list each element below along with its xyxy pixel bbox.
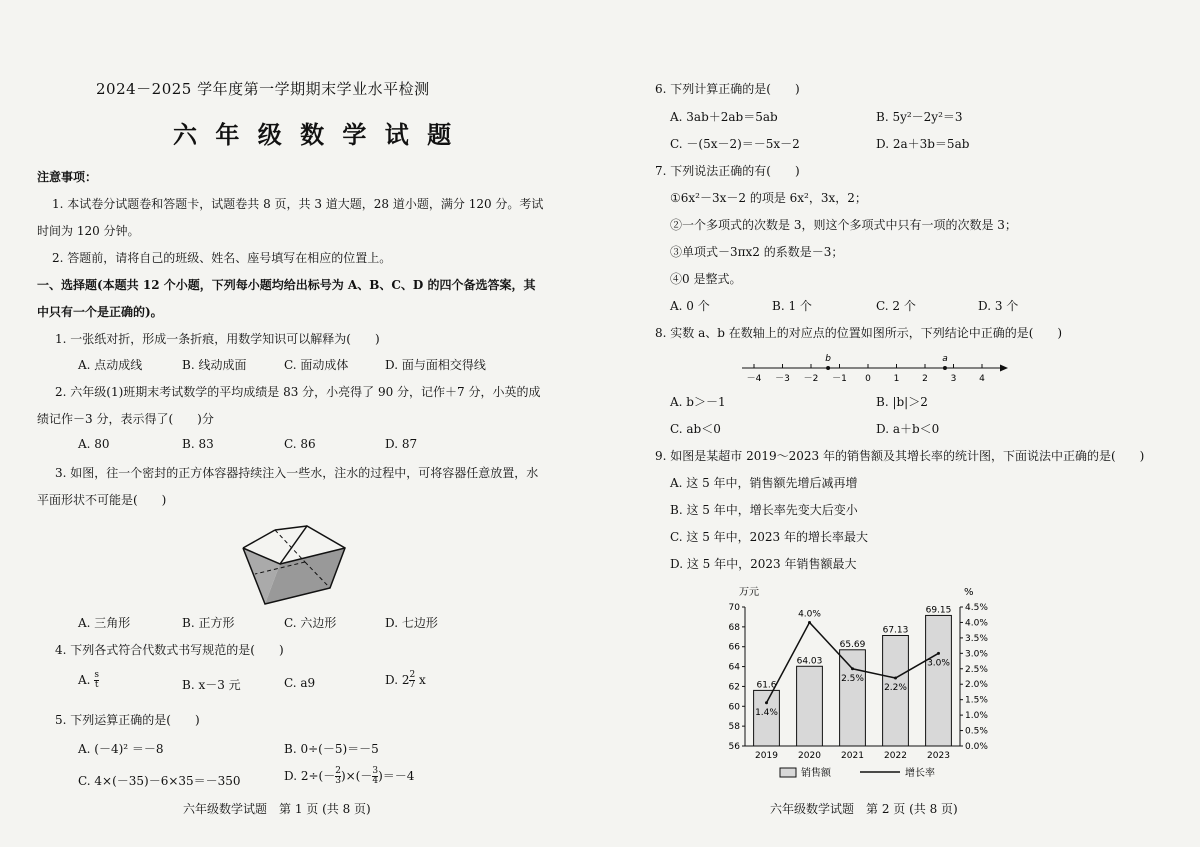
left-axis-tick-label: 68 (728, 622, 740, 633)
bar-sales (840, 650, 866, 746)
growth-rate-label: 1.4% (755, 707, 778, 718)
left-axis-tick-label: 62 (728, 682, 740, 693)
q6-option-a: A. 3ab＋2ab＝5ab (670, 110, 778, 124)
point-b-label: b (825, 354, 831, 364)
q5-option-c: C. 4×(－35)－6×35＝－350 (78, 774, 241, 788)
question-1: 1. 一张纸对折，形成一条折痕，用数学知识可以解释为( ) (55, 332, 380, 346)
number-line-tick-label: －2 (803, 374, 819, 384)
question-2b: 绩记作－3 分，表示得了( )分 (37, 412, 214, 426)
q9-option-c: C. 这 5 年中，2023 年的增长率最大 (670, 530, 869, 544)
left-axis-tick-label: 64 (728, 662, 740, 673)
x-tick-label: 2022 (884, 751, 907, 761)
right-axis-tick-label: 1.0% (965, 711, 988, 722)
q1-option-b: B. 线动成面 (182, 358, 247, 372)
growth-rate-label: 2.5% (841, 673, 864, 684)
q7-option-d: D. 3 个 (978, 299, 1019, 313)
legend-bar-label: 销售额 (801, 768, 831, 779)
question-4: 4. 下列各式符合代数式书写规范的是( ) (55, 643, 284, 657)
bar-value-label: 67.13 (882, 625, 909, 636)
q7-option-a: A. 0 个 (670, 299, 710, 313)
q7-statement-1: ①6x²－3x－2 的项是 6x²，3x，2； (670, 191, 867, 205)
q3-option-b: B. 正方形 (182, 616, 235, 630)
x-tick-label: 2021 (841, 751, 864, 761)
q1-option-d: D. 面与面相交得线 (385, 358, 486, 372)
notice-heading: 注意事项： (37, 170, 98, 184)
section-1-heading-b: 中只有一个是正确的)。 (37, 305, 163, 319)
bar-value-label: 64.03 (796, 656, 823, 667)
legend-bar-swatch (780, 768, 796, 777)
q4-option-a: A. $\frac{s}{t}$ (78, 670, 99, 690)
q8-option-c: C. ab＜0 (670, 422, 721, 436)
question-9: 9. 如图是某超市 2019～2023 年的销售额及其增长率的统计图，下面说法中正确的是( ) (655, 449, 1145, 463)
question-3b: 平面形状不可能是( ) (37, 493, 167, 507)
right-axis-tick-label: 2.0% (965, 680, 988, 691)
number-line-tick-label: －1 (832, 374, 847, 384)
growth-rate-point (851, 667, 854, 670)
page-footer-1: 六年级数学试题 第 1 页 (共 8 页) (183, 802, 371, 816)
number-line-tick-label: 3 (950, 374, 957, 384)
right-axis-tick-label: 4.5% (965, 603, 988, 613)
number-line-tick-label: －4 (746, 374, 762, 384)
q8-option-a: A. b＞－1 (670, 395, 726, 409)
right-axis-tick-label: 3.5% (965, 633, 988, 644)
notice-2: 2. 答题前，请将自己的班级、姓名、座号填写在相应的位置上。 (52, 251, 392, 265)
point-a (943, 366, 947, 370)
right-axis-tick-label: 0.0% (965, 742, 988, 752)
right-axis-tick-label: 4.0% (965, 618, 988, 629)
q7-statement-3: ③单项式－3πx2 的系数是－3； (670, 245, 844, 259)
q3-option-d: D. 七边形 (385, 616, 438, 630)
left-axis-tick-label: 66 (728, 642, 740, 653)
q2-option-c: C. 86 (284, 437, 316, 451)
question-8: 8. 实数 a、b 在数轴上的对应点的位置如图所示，下列结论中正确的是( ) (655, 326, 1063, 340)
q7-statement-2: ②一个多项式的次数是 3，则这个多项式中只有一项的次数是 3； (670, 218, 1017, 232)
q5-option-b: B. 0÷(－5)＝－5 (284, 742, 379, 756)
number-line-tick-label: 0 (865, 374, 871, 384)
growth-rate-label: 2.2% (884, 683, 907, 694)
right-axis-tick-label: 0.5% (965, 726, 988, 737)
left-axis-unit: 万元 (739, 587, 759, 598)
growth-rate-point (808, 621, 811, 624)
number-line-tick-label: 2 (922, 374, 928, 384)
q9-option-b: B. 这 5 年中，增长率先变大后变小 (670, 503, 858, 517)
bar-sales (797, 666, 823, 746)
number-line-tick-label: －3 (775, 374, 790, 384)
q4-option-b: B. x－3 元 (182, 678, 241, 692)
bar-value-label: 69.15 (925, 605, 952, 616)
number-line-tick-label: 1 (893, 374, 900, 384)
right-axis-tick-label: 3.0% (965, 649, 988, 660)
q7-option-b: B. 1 个 (772, 299, 812, 313)
x-tick-label: 2019 (755, 751, 778, 761)
growth-rate-point (894, 677, 897, 680)
q7-statement-4: ④0 是整式。 (670, 272, 742, 286)
point-a-label: a (942, 354, 948, 364)
question-2a: 2. 六年级(1)班期末考试数学的平均成绩是 83 分，小亮得了 90 分，记作＋7 分，小英的成 (55, 385, 541, 399)
exam-subtitle: 六 年 级 数 学 试 题 (173, 120, 457, 149)
cube-water-figure (235, 518, 365, 610)
x-tick-label: 2023 (927, 751, 950, 761)
bar-value-label: 65.69 (839, 639, 866, 650)
q2-option-a: A. 80 (78, 437, 110, 451)
q2-option-b: B. 83 (182, 437, 214, 451)
q8-option-d: D. a＋b＜0 (876, 422, 940, 436)
q5-option-d: D. 2÷(－ $\frac{2}{3}$ )×(－ $\frac{3}{4}$ )＝－4 (284, 766, 415, 786)
notice-1a: 1. 本试卷分试题卷和答题卡，试题卷共 8 页，共 3 道大题，28 道小题，满分 120 分。考试 (52, 197, 544, 211)
q6-option-d: D. 2a＋3b＝5ab (876, 137, 970, 151)
left-axis-tick-label: 60 (728, 702, 740, 713)
q3-option-a: A. 三角形 (78, 616, 131, 630)
number-line (740, 348, 1010, 384)
number-line-tick-label: 4 (979, 374, 985, 384)
q1-option-c: C. 面动成体 (284, 358, 349, 372)
growth-rate-label: 3.0% (927, 658, 950, 669)
point-b (826, 366, 830, 370)
growth-rate-point (765, 701, 768, 704)
q7-option-c: C. 2 个 (876, 299, 916, 313)
number-line-arrow (1000, 365, 1008, 372)
left-axis-tick-label: 70 (728, 603, 740, 613)
q2-option-d: D. 87 (385, 437, 418, 451)
q3-option-c: C. 六边形 (284, 616, 337, 630)
q6-option-c: C. －(5x－2)＝－5x－2 (670, 137, 800, 151)
q1-option-a: A. 点动成线 (78, 358, 143, 372)
section-1-heading-a: 一、选择题(本题共 12 个小题，下列每小题均给出标号为 A、B、C、D 的四个备选答案，其 (37, 278, 536, 292)
right-axis-unit: % (964, 587, 974, 598)
q8-option-b: B. |b|＞2 (876, 395, 928, 409)
growth-rate-point (937, 652, 940, 655)
left-axis-tick-label: 58 (728, 722, 740, 733)
x-tick-label: 2020 (798, 751, 821, 761)
q4-option-d: D. 2 $\frac{2}{7}$ x (385, 670, 426, 690)
growth-rate-label: 4.0% (798, 609, 821, 620)
question-3a: 3. 如图，往一个密封的正方体容器持续注入一些水，注水的过程中，可将容器任意放置，水 (55, 466, 539, 480)
left-axis-tick-label: 56 (728, 742, 740, 752)
q9-option-a: A. 这 5 年中，销售额先增后减再增 (670, 476, 858, 490)
bar-sales (926, 615, 952, 746)
question-6: 6. 下列计算正确的是( ) (655, 82, 800, 96)
bar-sales (754, 690, 780, 746)
q4-option-c: C. a9 (284, 676, 316, 690)
exam-title: 2024－2025 学年度第一学期期末学业水平检测 (96, 80, 430, 98)
legend-line-label: 增长率 (905, 768, 935, 779)
q5-option-a: A. (－4)² ＝－8 (78, 742, 164, 756)
bar-value-label: 61.6 (756, 680, 777, 691)
notice-1b: 时间为 120 分钟。 (37, 224, 140, 238)
q9-option-d: D. 这 5 年中，2023 年销售额最大 (670, 557, 857, 571)
right-axis-tick-label: 2.5% (965, 664, 988, 675)
question-7: 7. 下列说法正确的有( ) (655, 164, 800, 178)
right-page (600, 0, 1200, 847)
right-axis-tick-label: 1.5% (965, 695, 988, 706)
question-5: 5. 下列运算正确的是( ) (55, 713, 200, 727)
q6-option-b: B. 5y²－2y²＝3 (876, 110, 963, 124)
sales-growth-chart (720, 583, 1020, 788)
page-footer-2: 六年级数学试题 第 2 页 (共 8 页) (770, 802, 958, 816)
